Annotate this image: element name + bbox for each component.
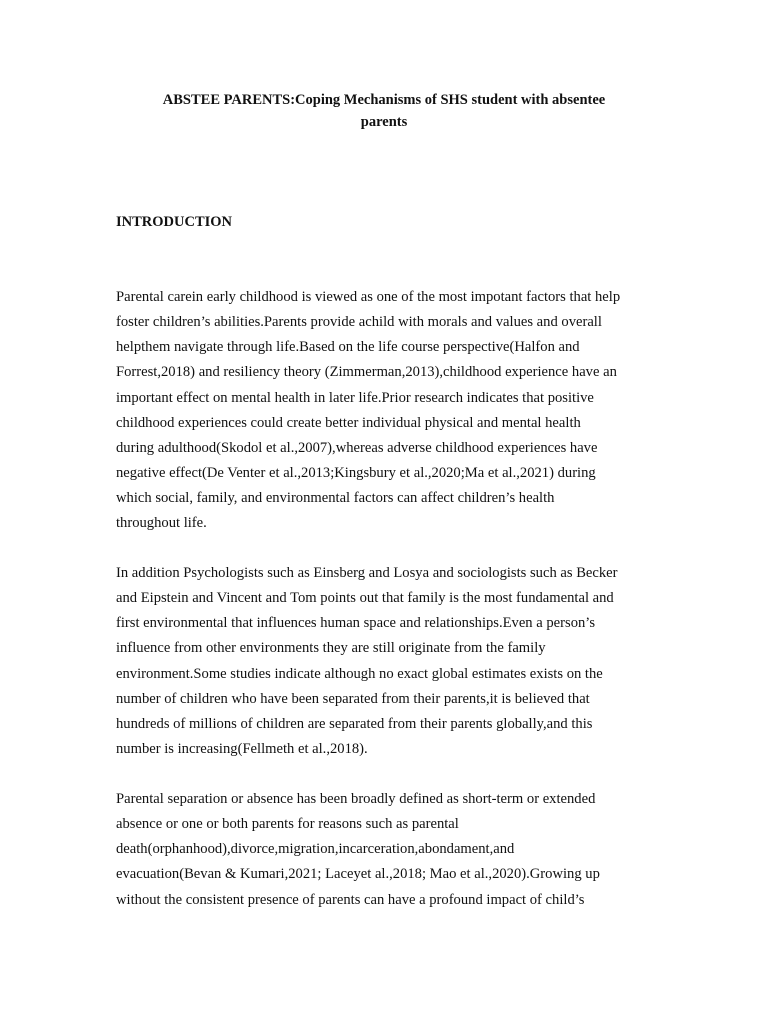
document-title <box>120 89 648 133</box>
paragraph-line: evacuation(Bevan & Kumari,2021; Laceyet al.,2018; Mao et al.,2020).Growing up <box>116 866 600 883</box>
paragraph-line: helpthem navigate through life.Based on the life course perspective(Halfon and <box>116 339 580 356</box>
title-line-1: ABSTEE PARENTS:Coping Mechanisms of SHS student with absentee <box>162 92 606 108</box>
paragraph-line: important effect on mental health in later life.Prior research indicates that positive <box>116 389 594 406</box>
paragraph-line: negative effect(De Venter et al.,2013;Kingsbury et al.,2020;Ma et al.,2021) during <box>116 464 596 481</box>
paragraph-line: first environmental that influences human space and relationships.Even a person’s <box>116 615 596 632</box>
paragraph-line: number is increasing(Fellmeth et al.,2018). <box>116 740 368 757</box>
paragraph-line: Parental carein early childhood is viewed as one of the most impotant factors that help <box>116 289 621 305</box>
section-heading-introduction: INTRODUCTION <box>116 214 233 230</box>
paragraph-line: hundreds of millions of children are separated from their parents globally,and this <box>116 715 593 732</box>
title-line-2: parents <box>360 114 408 130</box>
paragraph-line: which social, family, and environmental factors can affect children’s health <box>116 490 555 507</box>
paragraph-3 <box>116 787 600 913</box>
paragraph-line: Parental separation or absence has been broadly defined as short-term or extended <box>116 791 596 807</box>
paragraph-line: foster children’s abilities.Parents provide achild with morals and values and overall <box>116 314 602 331</box>
paragraph-line: Forrest,2018) and resiliency theory (Zimmerman,2013),childhood experience have an <box>116 364 617 381</box>
paragraph-line: environment.Some studies indicate although no exact global estimates exists on the <box>116 665 603 682</box>
paragraph-line: death(orphanhood),divorce,migration,incarceration,abondament,and <box>116 841 515 858</box>
paragraph-line: during adulthood(Skodol et al.,2007),whereas adverse childhood experiences have <box>116 439 598 456</box>
paragraph-line: and Eipstein and Vincent and Tom points out that family is the most fundamental and <box>116 590 614 607</box>
paragraph-1 <box>116 285 620 536</box>
paragraph-2 <box>116 561 618 762</box>
paragraph-line: number of children who have been separated from their parents,it is believed that <box>116 690 590 707</box>
paragraph-line: influence from other environments they are still originate from the family <box>116 640 546 657</box>
paragraph-line: childhood experiences could create better individual physical and mental health <box>116 414 581 431</box>
paragraph-line: In addition Psychologists such as Einsberg and Losya and sociologists such as Becker <box>116 565 618 581</box>
paragraph-line: throughout life. <box>116 515 207 532</box>
paragraph-line: without the consistent presence of parents can have a profound impact of child’s <box>116 891 585 908</box>
paragraph-line: absence or one or both parents for reasons such as parental <box>116 816 459 833</box>
